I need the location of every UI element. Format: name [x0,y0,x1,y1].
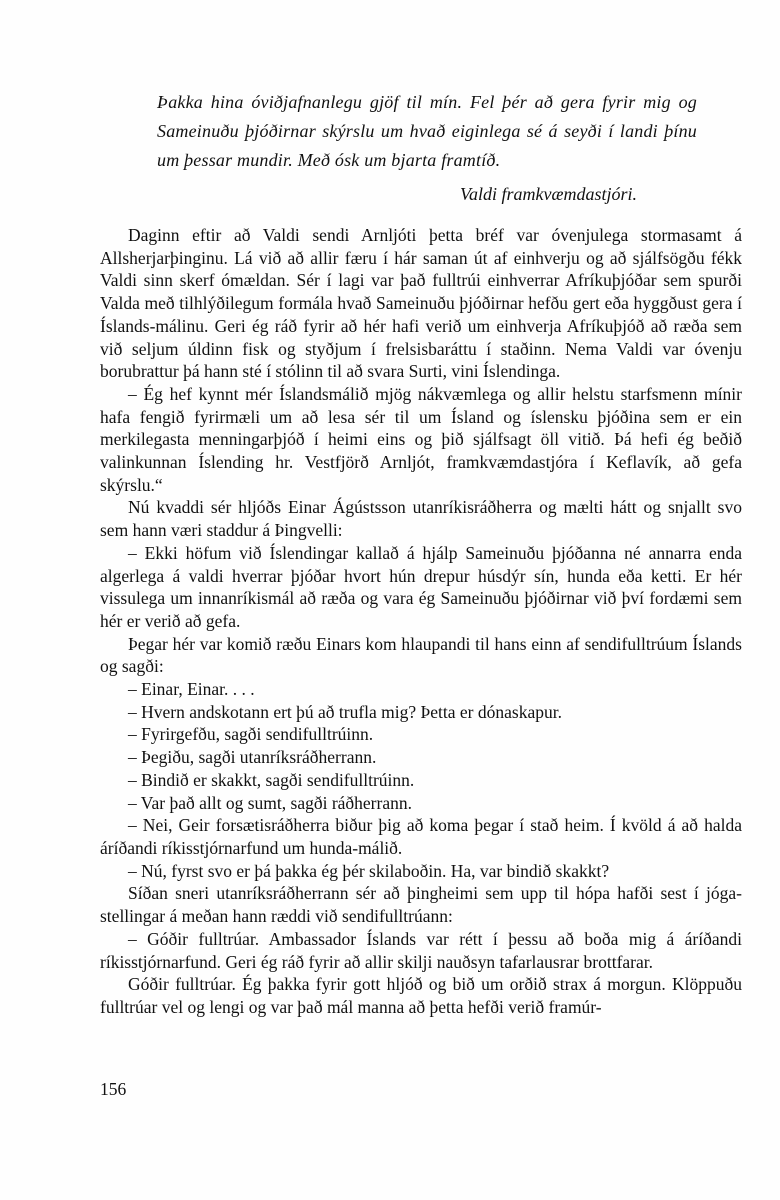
paragraph: – Bindið er skakkt, sagði sendifulltrúinn. [128,769,415,790]
paragraph: Síðan sneri utanríksráðherrann sér að þingheimi sem upp til hópa hafði sest í jóga-stellingar á meðan hann ræddi við sendifulltrúann: [100,883,742,927]
paragraph: – Var það allt og sumt, sagði ráðherrann. [128,792,412,813]
epigraph-signature-row [157,182,637,206]
epigraph-letter: Þakka hina óviðjafnanlegu gjöf til mín. Fel þér að gera fyrir mig og Sameinuðu þjóðirnar skýrslu um hvað eiginlega sé á seyði í landi þínu um þessar mundir. Með ósk um bjarta framtíð. [157,92,697,170]
paragraph: – Fyrirgefðu, sagði sendifulltrúinn. [128,724,374,745]
paragraph: – Einar, Einar. . . . [128,679,255,700]
paragraph: – Þegiðu, sagði utanríksráðherrann. [128,747,377,768]
paragraph: Þegar hér var komið ræðu Einars kom hlaupandi til hans einn af sendifulltrúum Íslands og sagði: [100,633,742,677]
paragraph: – Góðir fulltrúar. Ambassador Íslands var rétt í þessu að boða mig á áríðandi ríkisstjórnarfund. Geri ég ráð fyrir að allir skilji nauðsyn tafarlausrar brottfarar. [100,928,742,972]
paragraph: – Ég hef kynnt mér Íslandsmálið mjög nákvæmlega og allir helstu starfsmenn mínir hafa fengið fyrirmæli um að lesa sér til um Ísland og íslensku þjóðina sem er ein merkilegasta menningarþjóð í heimi eins og þið sjálfsagt öll vitið. Þá hefi ég beðið valinkunnan Íslending hr. Vestfjörð Arnljót, framkvæmdastjóra í Keflavík, að gefa skýrslu.“ [100,383,742,495]
epigraph-signature: Valdi framkvæmdastjóri. [459,184,637,204]
paragraph: Nú kvaddi sér hljóðs Einar Ágústsson utanríkisráðherra og mælti hátt og snjallt svo sem hann væri staddur á Þingvelli: [100,497,742,541]
paragraph: Góðir fulltrúar. Ég þakka fyrir gott hljóð og bið um orðið strax á morgun. Klöppuðu fulltrúar vel og lengi og var það mál manna að þetta hefði verið framúr- [100,974,742,1017]
paragraph: – Hvern andskotann ert þú að trufla mig? Þetta er dónaskapur. [128,701,562,722]
paragraph: – Nú, fyrst svo er þá þakka ég þér skilaboðin. Ha, var bindið skakkt? [128,860,610,881]
page-body [100,224,742,1019]
page-number: 156 [100,1079,127,1099]
paragraph: Daginn eftir að Valdi sendi Arnljóti þetta bréf var óvenjulega stormasamt á Allsherjarþinginu. Lá við að allir færu í hár saman út af einhverju og að sjálfsögðu fékk Valdi sinn skerf ómældan. Sér í lagi var það fulltrúi einhverrar Afríkuþjóðar sem spurði Valda með tilhlýðilegum formála hvað Sameinuðu þjóðirnar hefðu gert eða hyggðust gera í Íslands-málinu. Geri ég ráð fyrir að hér hafi verið um einhverja Afríkuþjóð að ræða sem við seljum úldinn fisk og styðjum í frelsisbaráttu í staðinn. Nema Valdi var óvenju borubrattur þá hann sté í stólinn til að svara Surti, vini Íslendinga. [100,225,742,382]
paragraph: – Ekki höfum við Íslendingar kallað á hjálp Sameinuðu þjóðanna né annarra enda algerlega á valdi hverrar þjóðar hvort hún drepur húsdýr sín, hunda eða ketti. Er hér vissulega um innanríkismál að ræða og vara ég Sameinuðu þjóðirnar við því fordæmi sem hér er verið að gefa. [100,542,742,631]
paragraph: – Nei, Geir forsætisráðherra biður þig að koma þegar í stað heim. Í kvöld á að halda áríðandi ríkisstjórnarfund um hunda-málið. [100,815,742,858]
